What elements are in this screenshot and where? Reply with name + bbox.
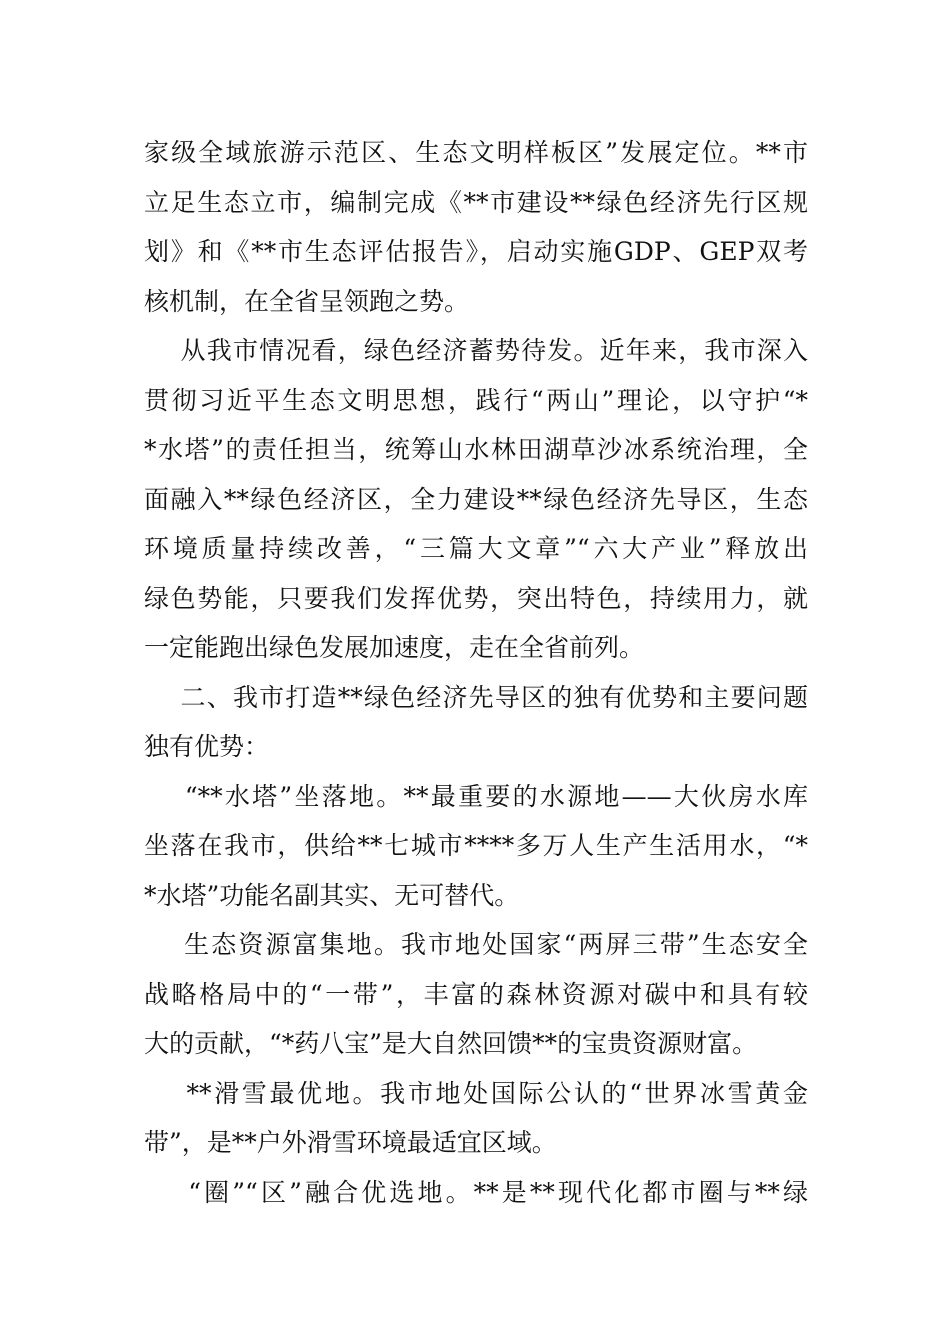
text-line: 一定能跑出绿色发展加速度，走在全省前列。 (144, 633, 645, 662)
text-line: “**水塔”坐落地。**最重要的水源地——大伙房水库 (144, 781, 808, 811)
text-line: 核机制，在全省呈领跑之势。 (144, 286, 470, 316)
document-body (144, 128, 808, 1217)
text-line: 家级全域旅游示范区、生态文明样板区”发展定位。**市 (144, 138, 808, 167)
text-line: 环境质量持续改善，“三篇大文章”“六大产业”释放出 (144, 534, 808, 563)
section-heading (144, 673, 808, 723)
paragraph (144, 772, 808, 921)
paragraph (144, 920, 808, 1069)
text-line: *水塔”功能名副其实、无可替代。 (144, 880, 520, 910)
text-line: 战略格局中的“一带”，丰富的森林资源对碳中和具有较 (144, 979, 808, 1009)
text-line: 大的贡献，“*药八宝”是大自然回馈**的宝贵资源财富。 (144, 1029, 758, 1058)
text-line: **滑雪最优地。我市地处国际公认的“世界冰雪黄金 (144, 1078, 808, 1108)
text-line: “圈”“区”融合优选地。**是**现代化都市圈与**绿 (144, 1177, 808, 1207)
text-line: 绿色势能，只要我们发挥优势，突出特色，持续用力，就 (144, 583, 808, 613)
paragraph (144, 326, 808, 673)
subheading (144, 722, 808, 772)
text-line: 生态资源富集地。我市地处国家“两屏三带”生态安全 (144, 930, 808, 959)
text-line: 带”，是**户外滑雪环境最适宜区域。 (144, 1128, 557, 1157)
text-line: 从我市情况看，绿色经济蓄势待发。近年来，我市深入 (144, 336, 808, 365)
paragraph (144, 1069, 808, 1168)
text-line: 划》和《**市生态评估报告》，启动实施GDP、GEP双考 (144, 237, 808, 266)
text-line: 二、我市打造**绿色经济先导区的独有优势和主要问题 (144, 682, 808, 712)
text-line: *水塔”的责任担当，统筹山水林田湖草沙冰系统治理，全 (144, 435, 808, 464)
text-line: 坐落在我市，供给**七城市****多万人生产生活用水，“* (144, 831, 808, 860)
text-line: 面融入**绿色经济区，全力建设**绿色经济先导区，生态 (144, 484, 808, 514)
paragraph (144, 1168, 808, 1218)
text-line: 立足生态立市，编制完成《**市建设**绿色经济先行区规 (144, 187, 808, 217)
text-line: 贯彻习近平生态文明思想，践行“两山”理论，以守护“* (144, 385, 808, 415)
text-line: 独有优势： (144, 732, 270, 761)
paragraph (144, 128, 808, 326)
